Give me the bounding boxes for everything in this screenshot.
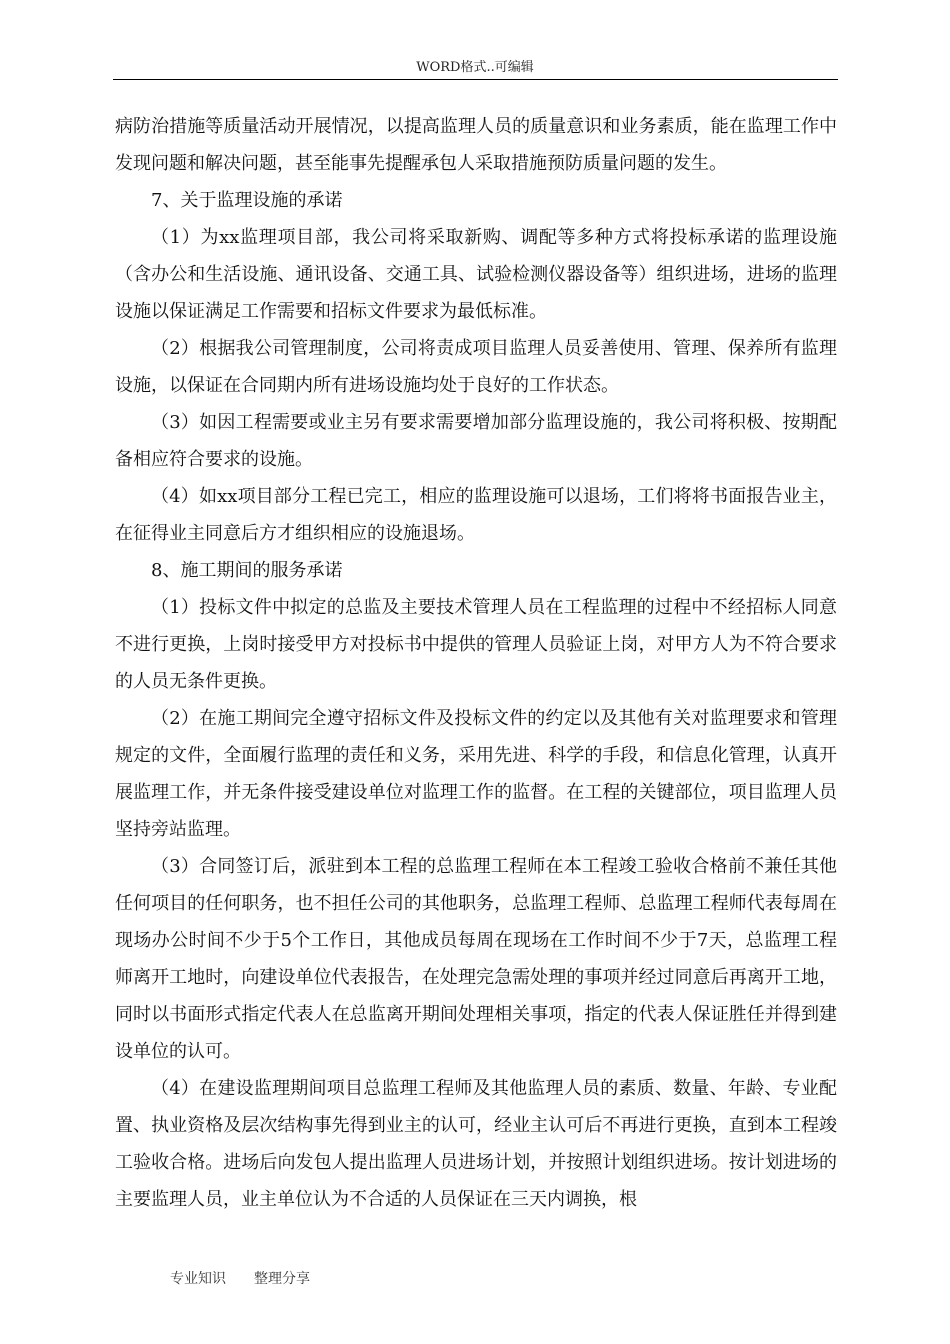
paragraph-7-3: （3）如因工程需要或业主另有要求需要增加部分监理设施的，我公司将积极、按期配备相应符合要求的设施。 [115,412,837,470]
header-divider [113,79,838,80]
section-heading-7: 7、关于监理设施的承诺 [151,190,343,211]
paragraph-7-1: （1）为xx监理项目部，我公司将采取新购、调配等多种方式将投标承诺的监理设施（含办公和生活设施、通讯设备、交通工具、试验检测仪器设备等）组织进场，进场的监理设施以保证满足工作需要和招标文件要求为最低标准。 [115,227,837,322]
footer-right-text: 整理分享 [254,1271,310,1287]
document-body [115,108,837,1218]
section-heading-8: 8、施工期间的服务承诺 [151,560,343,581]
footer-left-text: 专业知识 [170,1271,226,1287]
paragraph-8-3: （3）合同签订后，派驻到本工程的总监理工程师在本工程竣工验收合格前不兼任其他任何项目的任何职务，也不担任公司的其他职务，总监理工程师、总监理工程师代表每周在现场办公时间不少于5个工作日，其他成员每周在现场在工作时间不少于7天，总监理工程师离开工地时，向建设单位代表报告，在处理完急需处理的事项并经过同意后再离开工地，同时以书面形式指定代表人在总监离开期间处理相关事项，指定的代表人保证胜任并得到建设单位的认可。 [115,856,837,1062]
paragraph-7-4: （4）如xx项目部分工程已完工，相应的监理设施可以退场，工们将将书面报告业主，在征得业主同意后方才组织相应的设施退场。 [115,486,837,544]
paragraph-continuation: 病防治措施等质量活动开展情况，以提高监理人员的质量意识和业务素质，能在监理工作中发现问题和解决问题，甚至能事先提醒承包人采取措施预防质量问题的发生。 [115,116,837,174]
paragraph-7-2: （2）根据我公司管理制度，公司将责成项目监理人员妥善使用、管理、保养所有监理设施，以保证在合同期内所有进场设施均处于良好的工作状态。 [115,338,837,396]
page-header: WORD格式..可编辑 [416,60,534,75]
page-footer [170,1270,310,1288]
paragraph-8-4: （4）在建设监理期间项目总监理工程师及其他监理人员的素质、数量、年龄、专业配置、执业资格及层次结构事先得到业主的认可，经业主认可后不再进行更换，直到本工程竣工验收合格。进场后向发包人提出监理人员进场计划，并按照计划组织进场。按计划进场的主要监理人员，业主单位认为不合适的人员保证在三天内调换，根 [115,1078,837,1210]
paragraph-8-1: （1）投标文件中拟定的总监及主要技术管理人员在工程监理的过程中不经招标人同意不进行更换，上岗时接受甲方对投标书中提供的管理人员验证上岗，对甲方人为不符合要求的人员无条件更换。 [115,597,837,692]
paragraph-8-2: （2）在施工期间完全遵守招标文件及投标文件的约定以及其他有关对监理要求和管理规定的文件，全面履行监理的责任和义务，采用先进、科学的手段，和信息化管理，认真开展监理工作，并无条件接受建设单位对监理工作的监督。在工程的关键部位，项目监理人员坚持旁站监理。 [115,708,837,840]
